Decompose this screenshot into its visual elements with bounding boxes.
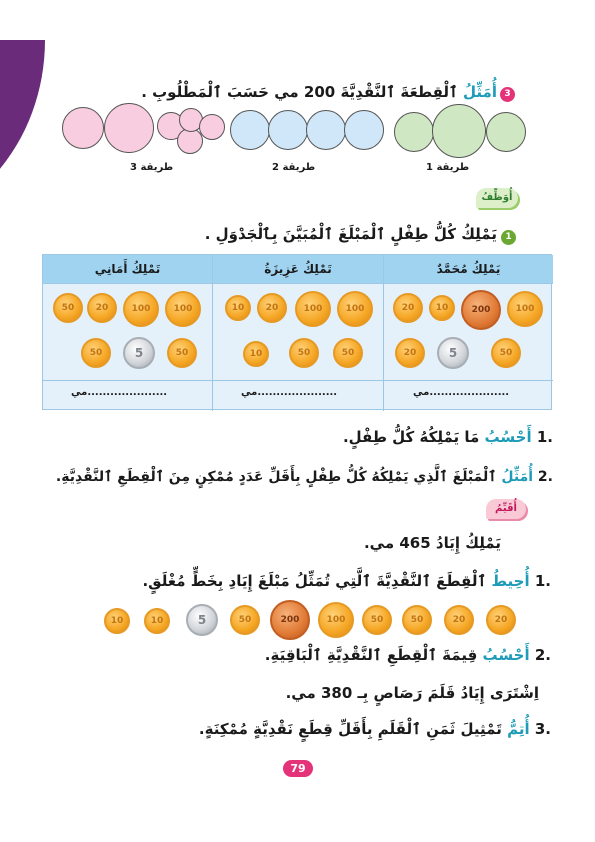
- exercise1-instruction: يَمْلِكُ كُلُّ طِفْلٍ ٱلْمَبْلَغَ ٱلْمُبَيَّنَ بِٱلْجَدْوَلِ .: [204, 225, 497, 243]
- coin[interactable]: 200: [461, 290, 501, 330]
- circle[interactable]: [394, 112, 434, 152]
- coin[interactable]: 200: [270, 600, 310, 640]
- question-text: مَا يَمْلِكُهُ كُلُّ طِفْلٍ.: [342, 428, 480, 446]
- section-tag-apply: أُوَظِّفُ: [476, 188, 518, 208]
- question-number: .2: [537, 469, 553, 485]
- coin[interactable]: 50: [81, 338, 111, 368]
- question-verb: أُمَثِّلُ: [501, 469, 534, 485]
- question-verb: أُحِيطُ: [491, 572, 530, 590]
- iyad-question-2: [265, 646, 551, 664]
- coin[interactable]: 50: [491, 338, 521, 368]
- section-tag-evaluate: أُقَيِّمُ: [486, 499, 526, 519]
- question-text: تَمْثِيلَ ثَمَنِ ٱلْقَلَمِ بِأَقَلِّ قِطَعٍ نَقْدِيَّةٍ مُمْكِنَةٍ.: [198, 720, 502, 738]
- coin[interactable]: 20: [257, 293, 287, 323]
- coin[interactable]: 100: [165, 291, 201, 327]
- circle[interactable]: [432, 104, 486, 158]
- exercise3-verb: أُمَثِّلُ: [463, 83, 497, 101]
- exercise-number-badge: 1: [501, 230, 516, 245]
- iyad-purchase: اِشْتَرَى إِيَادُ قَلَمَ رَصَاصٍ بِـ 380 مي.: [285, 684, 539, 702]
- way-label-1: طريقة 1: [426, 162, 470, 173]
- coin[interactable]: 100: [337, 291, 373, 327]
- circle[interactable]: [62, 107, 104, 149]
- exercise3-amount: 200 مي: [274, 83, 336, 101]
- coin[interactable]: 50: [362, 605, 392, 635]
- coin[interactable]: 20: [486, 605, 516, 635]
- coin[interactable]: 10: [104, 608, 130, 634]
- coin[interactable]: 50: [53, 293, 83, 323]
- answer-field-mohamed[interactable]: مي.....................: [413, 387, 510, 398]
- coin[interactable]: 100: [123, 291, 159, 327]
- table-header-mohamed: يَمْلِكُ مُحَمَّدٌ: [384, 255, 553, 283]
- coin[interactable]: 20: [444, 605, 474, 635]
- coin[interactable]: 5: [186, 604, 218, 636]
- circle[interactable]: [486, 112, 526, 152]
- iyad-intro: يَمْلِكُ إِيَادُ 465 مي.: [363, 534, 501, 552]
- question-2: [56, 469, 553, 485]
- coin[interactable]: 20: [395, 338, 425, 368]
- circle[interactable]: [199, 114, 225, 140]
- table-header-amani: تَمْلِكُ أَمَانِي: [43, 255, 212, 283]
- way-label-2: طريقة 2: [272, 162, 316, 173]
- coin[interactable]: 50: [230, 605, 260, 635]
- coin[interactable]: 50: [402, 605, 432, 635]
- page-number: 79: [283, 760, 313, 777]
- exercise3-text-after: حَسَبَ ٱلْمَطْلُوبِ .: [141, 83, 269, 101]
- exercise3-text-before: ٱلْقِطعَةَ ٱلنَّقْدِيَّةَ: [340, 83, 458, 101]
- iyad-question-3: [199, 720, 551, 738]
- question-number: .1: [534, 572, 551, 590]
- coin[interactable]: 50: [289, 338, 319, 368]
- side-decoration: [0, 40, 48, 230]
- iyad-question-1: [142, 572, 551, 590]
- question-text: ٱلْقِطَعَ ٱلنَّقْدِيَّةَ ٱلَّتِي تُمَثِّلُ مَبْلَغَ إِيَادِ بِخَطٍّ مُغْلَقٍ.: [142, 572, 487, 590]
- coin[interactable]: 100: [295, 291, 331, 327]
- coin[interactable]: 10: [225, 295, 251, 321]
- coin[interactable]: 20: [87, 293, 117, 323]
- question-text: ٱلْمَبْلَغَ ٱلَّذِي يَمْلِكُهُ كُلُّ طِفْلٍ بِأَقَلِّ عَدَدٍ مُمْكِنٍ مِنَ ٱلْقِطَعِ ٱلنَّقْدِيَّةِ.: [55, 469, 497, 485]
- coin[interactable]: 50: [333, 338, 363, 368]
- coin[interactable]: 100: [507, 291, 543, 327]
- circle[interactable]: [344, 110, 384, 150]
- money-table: [42, 254, 552, 410]
- row-divider: [43, 380, 553, 381]
- row-divider: [43, 283, 553, 284]
- coin[interactable]: 20: [393, 293, 423, 323]
- question-number: .2: [534, 646, 551, 664]
- coin[interactable]: 50: [167, 338, 197, 368]
- question-number: .3: [534, 720, 551, 738]
- coin[interactable]: 100: [318, 602, 354, 638]
- question-text: قِيمَةَ ٱلْقِطَعِ ٱلنَّقْدِيَّةِ ٱلْبَاقِيَةِ.: [264, 646, 478, 664]
- table-header-aziza: تَمْلِكُ عَزِيزَةُ: [213, 255, 383, 283]
- way-label-3: طريقة 3: [130, 162, 174, 173]
- question-verb: أَحْسُبُ: [484, 428, 532, 446]
- circle[interactable]: [230, 110, 270, 150]
- answer-field-aziza[interactable]: مي.....................: [241, 387, 338, 398]
- coin[interactable]: 10: [144, 608, 170, 634]
- answer-field-amani[interactable]: مي.....................: [71, 387, 168, 398]
- question-verb: أُتِمُّ: [507, 720, 530, 738]
- column-divider: [212, 255, 213, 411]
- coin[interactable]: 10: [429, 295, 455, 321]
- circle[interactable]: [306, 110, 346, 150]
- exercise-number-badge: 3: [500, 87, 515, 102]
- coin[interactable]: 5: [437, 337, 469, 369]
- column-divider: [383, 255, 384, 411]
- circle[interactable]: [268, 110, 308, 150]
- coin[interactable]: 10: [243, 341, 269, 367]
- question-1: [343, 428, 553, 446]
- coin[interactable]: 5: [123, 337, 155, 369]
- question-verb: أَحْسُبُ: [482, 646, 530, 664]
- circle[interactable]: [104, 103, 154, 153]
- question-number: .1: [536, 428, 553, 446]
- exercise3-instruction: [141, 83, 497, 101]
